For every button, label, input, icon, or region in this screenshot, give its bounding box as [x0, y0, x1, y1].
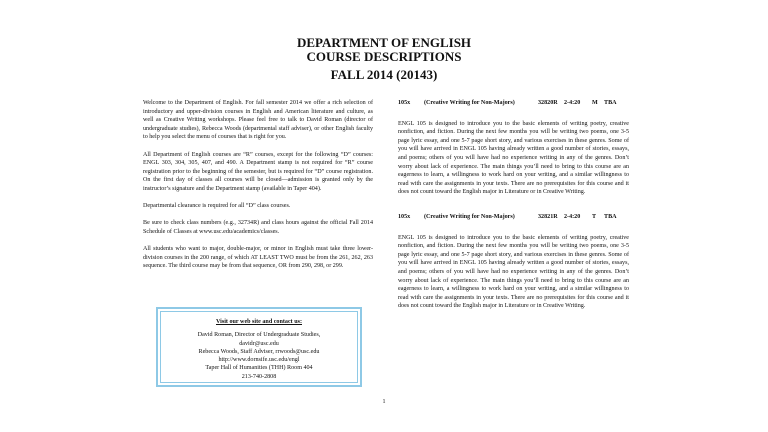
contact-title: Visit our web site and contact us:: [216, 319, 302, 325]
intro-paragraph: All students who want to major, double-major, or minor in English must take three lower-division courses in the 200 range, of which AT LEAST TWO must be from the 261, 262, 263 sequence. The third course may be from that sequence, OR from 290, 298, or 299.: [143, 246, 373, 270]
contact-box-inner: [160, 311, 358, 383]
contact-line: 213-740-2808: [241, 373, 277, 380]
course-instructor: TBA: [604, 213, 617, 220]
intro-paragraph: Welcome to the Department of English. For fall semester 2014 we offer a rich selection of introductory and upper-division courses in English and American literature and culture, as well as Creative Writing workshops. Please feel free to talk to David Roman (director of undergraduate studies), Rebecca Woods (departmental staff adviser), or other English faculty to help you select the menu of courses that is right for you.: [143, 100, 373, 141]
course-number: 105x: [398, 213, 411, 220]
course-instructor: TBA: [604, 100, 617, 106]
course-time: 2-4:20: [564, 100, 581, 106]
intro-paragraph: Be sure to check class numbers (e.g., 32734R) and class hours against the official Fall 2014 Schedule of Classes at www.usc.edu/academics/classes.: [143, 220, 373, 235]
course-time: 2-4:20: [564, 213, 581, 220]
course-day: M: [592, 100, 598, 106]
document-header: [0, 36, 768, 82]
course-entry: [398, 213, 629, 311]
contact-line: Taper Hall of Humanities (THH) Room 404: [205, 365, 313, 372]
intro-paragraph: Departmental clearance is required for all “D” class courses.: [143, 203, 291, 210]
page-number: 1: [382, 399, 386, 405]
intro-column: [143, 99, 373, 279]
course-header: [398, 99, 629, 108]
contact-line: Rebecca Woods, Staff Adviser, rrwoods@usc.edu: [198, 348, 320, 355]
semester-title: FALL 2014 (20143): [330, 67, 438, 82]
course-day: T: [592, 213, 597, 220]
document-title: COURSE DESCRIPTIONS: [306, 49, 462, 64]
department-title: DEPARTMENT OF ENGLISH: [296, 35, 472, 50]
course-number: 105x: [398, 100, 411, 106]
course-header: [398, 213, 629, 222]
course-title: (Creative Writing for Non-Majors): [424, 213, 515, 220]
course-section: 32821R: [538, 213, 558, 220]
contact-line: http://www.dornsife.usc.edu/engl: [218, 357, 300, 364]
course-description: ENGL 105 is designed to introduce you to the basic elements of writing poetry, creative nonfiction, and fiction. During the next few months you will be writing two poems, one 3-5 page lyric essay, and one 5-7 page short story, and various exercises in these genres. Some of you will have arrived in ENGL 105 having already written a good number of stories, essays, and poems; others of you will have had no experience writing in any of the genres. Don’t worry about lack of experience. The main things you’ll need to bring to this course are an eagerness to learn, a willingness to work hard on your writing, and a similar willingness to read with care the assignments in your texts. There are no prerequisites for this course and it does not count toward the English major in Literature or in Creative Writing.: [398, 120, 629, 196]
courses-column: [398, 99, 629, 327]
contact-line: davidr@usc.edu: [239, 340, 279, 347]
contact-box: [156, 307, 362, 387]
course-description: ENGL 105 is designed to introduce you to the basic elements of writing poetry, creative nonfiction, and fiction. During the next few months you will be writing two poems, one 3-5 page lyric essay, and one 5-7 page short story, and various exercises in these genres. Some of you will have arrived in ENGL 105 having already written a good number of stories, essays, and poems; others of you will have had no experience writing in any of the genres. Don’t worry about lack of experience. The main things you’ll need to bring to this course are an eagerness to learn, a willingness to work hard on your writing, and a similar willingness to read with care the assignments in your texts. There are no prerequisites for this course and it does not count toward the English major in Literature or in Creative Writing.: [398, 234, 629, 310]
contact-line: David Roman, Director of Undergraduate Studies,: [197, 332, 321, 339]
course-section: 32820R: [538, 100, 558, 106]
intro-paragraph: All Department of English courses are “R” courses, except for the following “D” courses: ENGL 303, 304, 305, 407, and 490. A Department stamp is not required for “R” course registration prior to the beginning of the semester, but is required for “D” course registration. On the first day of classes all courses will be closed—admission is granted only by the instructor’s signature and the Department stamp (available in Taper 404).: [143, 151, 373, 192]
course-entry: [398, 99, 629, 197]
course-title: (Creative Writing for Non-Majors): [424, 100, 515, 106]
